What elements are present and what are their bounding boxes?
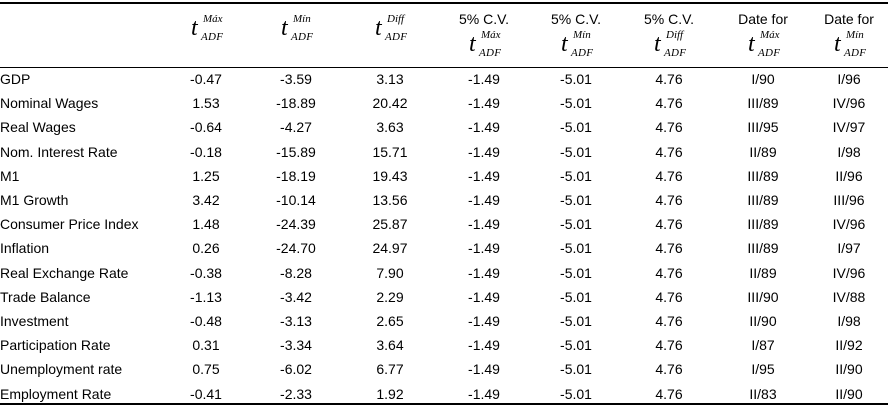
t-max-cell: -0.47 [190, 71, 222, 88]
cv-diff-label: 5% C.V. [643, 11, 695, 27]
date-max-cell: I/95 [751, 361, 775, 378]
results-table [0, 4, 888, 406]
date-min-label: Date for [824, 11, 874, 27]
variable-name-cell: Real Exchange Rate [0, 264, 129, 281]
t-max-cell: 0.31 [192, 337, 220, 354]
cv-min-cell: -5.01 [560, 167, 592, 184]
header-cv-min [530, 4, 622, 67]
cv-min-cell: -5.01 [560, 288, 592, 305]
table-row [0, 309, 888, 333]
cv-max-cell: -1.49 [468, 264, 500, 281]
t-min-cell: -3.59 [280, 71, 312, 88]
cv-max-cell: -1.49 [468, 143, 500, 160]
variable-name-cell: Investment [0, 312, 69, 329]
date-min-cell: IV/96 [832, 216, 866, 233]
t-diff-symbol: t Diff ADF [375, 13, 408, 43]
t-max-symbol: t Máx ADF [191, 13, 224, 43]
cv-max-cell: -1.49 [468, 167, 500, 184]
date-min-cell: II/90 [835, 361, 863, 378]
date-min-cell: II/90 [835, 385, 863, 402]
table-row [0, 91, 888, 115]
t-min-cell: -2.33 [280, 385, 312, 402]
t-max-cell: 1.25 [192, 167, 220, 184]
cv-max-cell: -1.49 [468, 240, 500, 257]
cv-min-cell: -5.01 [560, 240, 592, 257]
table-row [0, 67, 888, 91]
cv-diff-cell: 4.76 [655, 143, 683, 160]
cv-diff-cell: 4.76 [655, 288, 683, 305]
header-date-min [810, 4, 888, 67]
t-max-cell: 0.75 [192, 361, 220, 378]
cv-max-cell: -1.49 [468, 312, 500, 329]
t-diff-cell: 3.63 [376, 119, 404, 136]
cv-min-cell: -5.01 [560, 264, 592, 281]
t-max-cell: -0.48 [190, 312, 222, 329]
cv-diff-cell: 4.76 [655, 361, 683, 378]
header-t-max [162, 4, 250, 67]
t-max-cell: -0.41 [190, 385, 222, 402]
cv-diff-cell: 4.76 [655, 95, 683, 112]
cv-diff-symbol: t Diff ADF [654, 29, 687, 59]
cv-max-cell: -1.49 [468, 192, 500, 209]
date-min-cell: II/96 [835, 167, 863, 184]
cv-diff-cell: 4.76 [655, 119, 683, 136]
table-row [0, 236, 888, 260]
table-row [0, 261, 888, 285]
t-max-cell: 1.53 [192, 95, 220, 112]
t-min-cell: -15.89 [276, 143, 316, 160]
cv-max-label: 5% C.V. [458, 11, 510, 27]
date-min-cell: IV/97 [832, 119, 866, 136]
cv-max-cell: -1.49 [468, 71, 500, 88]
cv-diff-cell: 4.76 [655, 167, 683, 184]
date-min-cell: IV/88 [832, 288, 866, 305]
variable-name-cell: Employment Rate [0, 385, 112, 402]
t-diff-cell: 2.29 [376, 288, 404, 305]
date-max-symbol: t Máx ADF [748, 29, 781, 59]
date-max-cell: III/89 [747, 216, 779, 233]
variable-name-cell: Real Wages [0, 119, 76, 136]
cv-max-cell: -1.49 [468, 95, 500, 112]
t-min-cell: -3.13 [280, 312, 312, 329]
t-diff-cell: 3.64 [376, 337, 404, 354]
date-max-cell: II/89 [749, 264, 777, 281]
date-max-cell: II/90 [749, 312, 777, 329]
date-min-cell: I/98 [837, 143, 861, 160]
header-cv-diff [622, 4, 716, 67]
cv-max-cell: -1.49 [468, 361, 500, 378]
cv-min-cell: -5.01 [560, 95, 592, 112]
t-diff-cell: 20.42 [372, 95, 408, 112]
t-diff-cell: 1.92 [376, 385, 404, 402]
cv-diff-cell: 4.76 [655, 71, 683, 88]
cv-min-cell: -5.01 [560, 216, 592, 233]
table-row [0, 381, 888, 405]
t-max-cell: -1.13 [190, 288, 222, 305]
t-min-cell: -10.14 [276, 192, 316, 209]
t-diff-cell: 25.87 [372, 216, 408, 233]
cv-min-cell: -5.01 [560, 385, 592, 402]
header-t-min [250, 4, 342, 67]
table-row [0, 115, 888, 139]
t-min-cell: -4.27 [280, 119, 312, 136]
date-min-cell: II/92 [835, 337, 863, 354]
date-max-cell: III/89 [747, 240, 779, 257]
t-max-cell: 3.42 [192, 192, 220, 209]
cv-min-cell: -5.01 [560, 192, 592, 209]
t-min-symbol: t Mín ADF [281, 13, 314, 43]
cv-max-cell: -1.49 [468, 119, 500, 136]
t-diff-cell: 15.71 [372, 143, 408, 160]
t-max-cell: -0.64 [190, 119, 222, 136]
date-min-symbol: t Mín ADF [834, 29, 867, 59]
table-row [0, 164, 888, 188]
t-max-cell: -0.18 [190, 143, 222, 160]
t-max-cell: 1.48 [192, 216, 220, 233]
cv-max-symbol: t Máx ADF [469, 29, 502, 59]
date-max-cell: II/89 [749, 143, 777, 160]
t-diff-cell: 24.97 [372, 240, 408, 257]
date-max-cell: III/89 [747, 167, 779, 184]
header-t-diff [342, 4, 438, 67]
table-row [0, 140, 888, 164]
t-diff-cell: 3.13 [376, 71, 404, 88]
t-min-cell: -8.28 [280, 264, 312, 281]
t-max-cell: -0.38 [190, 264, 222, 281]
t-min-cell: -3.34 [280, 337, 312, 354]
variable-name-cell: Nominal Wages [0, 95, 99, 112]
cv-min-label: 5% C.V. [550, 11, 602, 27]
date-min-cell: IV/96 [832, 264, 866, 281]
table-row [0, 357, 888, 381]
cv-min-cell: -5.01 [560, 71, 592, 88]
variable-name-cell: Inflation [0, 240, 50, 257]
table-row [0, 188, 888, 212]
variable-name-cell: Nom. Interest Rate [0, 143, 118, 160]
date-max-label: Date for [738, 11, 788, 27]
variable-name-cell: GDP [0, 71, 31, 88]
t-min-cell: -3.42 [280, 288, 312, 305]
cv-min-cell: -5.01 [560, 143, 592, 160]
variable-name-cell: Participation Rate [0, 337, 111, 354]
t-diff-cell: 6.77 [376, 361, 404, 378]
cv-min-cell: -5.01 [560, 312, 592, 329]
variable-name-cell: Unemployment rate [0, 361, 123, 378]
cv-diff-cell: 4.76 [655, 192, 683, 209]
t-min-cell: -6.02 [280, 361, 312, 378]
t-min-cell: -18.89 [276, 95, 316, 112]
date-min-cell: I/98 [837, 312, 861, 329]
date-max-cell: I/87 [751, 337, 775, 354]
t-diff-cell: 13.56 [372, 192, 408, 209]
header-row [0, 4, 888, 67]
cv-min-cell: -5.01 [560, 119, 592, 136]
variable-name-cell: M1 Growth [0, 192, 69, 209]
t-diff-cell: 19.43 [372, 167, 408, 184]
cv-diff-cell: 4.76 [655, 264, 683, 281]
date-min-cell: IV/96 [832, 95, 866, 112]
header-date-max [716, 4, 810, 67]
cv-min-symbol: t Mín ADF [561, 29, 594, 59]
cv-diff-cell: 4.76 [655, 216, 683, 233]
date-max-cell: II/83 [749, 385, 777, 402]
cv-min-cell: -5.01 [560, 337, 592, 354]
date-max-cell: III/89 [747, 95, 779, 112]
date-min-cell: I/97 [837, 240, 861, 257]
t-max-cell: 0.26 [192, 240, 220, 257]
cv-max-cell: -1.49 [468, 288, 500, 305]
date-max-cell: III/95 [747, 119, 779, 136]
cv-max-cell: -1.49 [468, 216, 500, 233]
t-diff-cell: 2.65 [376, 312, 404, 329]
t-min-cell: -24.70 [276, 240, 316, 257]
cv-diff-cell: 4.76 [655, 312, 683, 329]
cv-diff-cell: 4.76 [655, 240, 683, 257]
cv-min-cell: -5.01 [560, 361, 592, 378]
variable-name-cell: Consumer Price Index [0, 216, 139, 233]
table-body [0, 67, 888, 406]
date-min-cell: I/96 [837, 71, 861, 88]
cv-diff-cell: 4.76 [655, 385, 683, 402]
variable-name-cell: Trade Balance [0, 288, 91, 305]
t-min-cell: -18.19 [276, 167, 316, 184]
date-min-cell: III/96 [833, 192, 865, 209]
table-row [0, 212, 888, 236]
header-stub [0, 4, 162, 67]
table-row [0, 333, 888, 357]
t-min-cell: -24.39 [276, 216, 316, 233]
cv-max-cell: -1.49 [468, 337, 500, 354]
header-cv-max [438, 4, 530, 67]
cv-max-cell: -1.49 [468, 385, 500, 402]
table-row [0, 285, 888, 309]
t-diff-cell: 7.90 [376, 264, 404, 281]
date-max-cell: III/90 [747, 288, 779, 305]
cv-diff-cell: 4.76 [655, 337, 683, 354]
date-max-cell: I/90 [751, 71, 775, 88]
variable-name-cell: M1 [0, 167, 20, 184]
date-max-cell: III/89 [747, 192, 779, 209]
